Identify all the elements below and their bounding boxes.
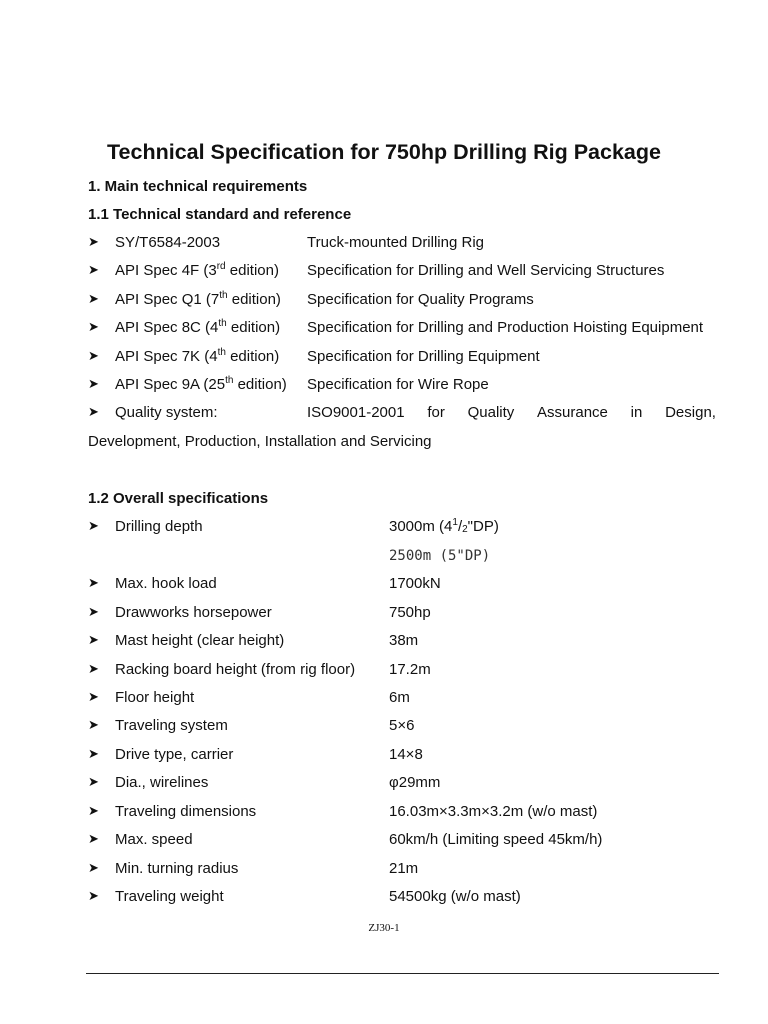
arrow-bullet-icon: ➤: [88, 747, 99, 762]
standard-description: Specification for Wire Rope: [307, 376, 489, 393]
spec-row: [0, 773, 768, 793]
arrow-bullet-icon: ➤: [88, 633, 99, 648]
spec-row: [0, 745, 768, 765]
arrow-bullet-icon: ➤: [88, 377, 99, 392]
spec-label: Max. hook load: [115, 575, 217, 592]
spec-label: Racking board height (from rig floor): [115, 661, 356, 678]
spec-value: 3000m $(4^1/_2"DP)$: [389, 517, 499, 535]
arrow-bullet-icon: ➤: [88, 320, 99, 335]
arrow-bullet-icon: ➤: [88, 775, 99, 790]
spec-value: 5×6: [389, 717, 415, 734]
spec-row-drilling-depth-alt: [0, 546, 768, 566]
spec-row: [0, 660, 768, 680]
standard-code: API Spec Q1 (7th edition): [115, 290, 281, 308]
arrow-bullet-icon: ➤: [88, 576, 99, 591]
arrow-bullet-icon: ➤: [88, 349, 99, 364]
spec-label: Min. turning radius: [115, 860, 239, 877]
arrow-bullet-icon: ➤: [88, 861, 99, 876]
footer-divider: [86, 973, 719, 974]
standard-description: Specification for Drilling and Well Servicing Structures: [307, 262, 665, 279]
standard-item: [0, 290, 768, 310]
spec-row: [0, 688, 768, 708]
quality-system-item: [0, 403, 768, 423]
spec-value: 54500kg (w/o mast): [389, 888, 521, 905]
section-heading-main-requirements: 1. Main technical requirements: [88, 178, 308, 195]
spec-label: Max. speed: [115, 831, 193, 848]
spec-row-drilling-depth: [0, 517, 768, 537]
spec-value: 38m: [389, 632, 419, 649]
standard-description: Specification for Drilling and Production Hoisting Equipment: [307, 319, 704, 336]
spec-value: 16.03m×3.3m×3.2m (w/o mast): [389, 803, 598, 820]
spec-row: [0, 631, 768, 651]
spec-value: 14×8: [389, 746, 423, 763]
standard-description: Specification for Quality Programs: [307, 291, 534, 308]
standard-code: SY/T6584-2003: [115, 234, 221, 251]
quality-system-value: ISO9001-2001 for Quality Assurance in Design,: [307, 404, 716, 421]
standard-item: [0, 347, 768, 367]
spec-row: [0, 830, 768, 850]
spec-label: Drilling depth: [115, 518, 203, 535]
arrow-bullet-icon: ➤: [88, 690, 99, 705]
spec-label: Dia., wirelines: [115, 774, 209, 791]
standard-code: API Spec 7K (4th edition): [115, 347, 280, 365]
page-footer-code: ZJ30-1: [368, 922, 400, 934]
standard-item: [0, 261, 768, 281]
section-heading-overall-specs: 1.2 Overall specifications: [88, 490, 269, 507]
arrow-bullet-icon: ➤: [88, 405, 99, 420]
standard-code: API Spec 4F (3rd edition): [115, 261, 279, 279]
standard-code: API Spec 9A (25th edition): [115, 375, 287, 393]
spec-row: [0, 574, 768, 594]
arrow-bullet-icon: ➤: [88, 889, 99, 904]
standard-description: Specification for Drilling Equipment: [307, 348, 540, 365]
quality-system-label: Quality system:: [115, 404, 218, 421]
standard-item: [0, 318, 768, 338]
spec-row: [0, 802, 768, 822]
spec-label: Traveling system: [115, 717, 228, 734]
spec-value: 60km/h (Limiting speed 45km/h): [389, 831, 603, 848]
spec-label: Traveling weight: [115, 888, 224, 905]
spec-row: [0, 859, 768, 879]
arrow-bullet-icon: ➤: [88, 662, 99, 677]
spec-row: [0, 603, 768, 623]
section-heading-standards: 1.1 Technical standard and reference: [88, 206, 352, 223]
arrow-bullet-icon: ➤: [88, 292, 99, 307]
arrow-bullet-icon: ➤: [88, 804, 99, 819]
arrow-bullet-icon: ➤: [88, 519, 99, 534]
spec-value: 6m: [389, 689, 410, 706]
spec-label: Traveling dimensions: [115, 803, 257, 820]
standard-code: API Spec 8C (4th edition): [115, 318, 281, 336]
spec-value: 21m: [389, 860, 419, 877]
spec-row: [0, 887, 768, 907]
arrow-bullet-icon: ➤: [88, 263, 99, 278]
document-title: Technical Specification for 750hp Drilling Rig Package: [107, 140, 661, 164]
spec-label: Floor height: [115, 689, 195, 706]
standard-item: [0, 375, 768, 395]
standard-item: [0, 233, 768, 253]
arrow-bullet-icon: ➤: [88, 832, 99, 847]
spec-value: 750hp: [389, 604, 431, 621]
spec-value: φ29mm: [389, 774, 441, 791]
spec-value: 1700kN: [389, 575, 441, 592]
standard-description: Truck-mounted Drilling Rig: [307, 234, 484, 251]
spec-label: Drive type, carrier: [115, 746, 234, 763]
arrow-bullet-icon: ➤: [88, 235, 99, 250]
spec-label: Mast height (clear height): [115, 632, 285, 649]
arrow-bullet-icon: ➤: [88, 605, 99, 620]
spec-label: Drawworks horsepower: [115, 604, 272, 621]
spec-value: 2500m (5"DP): [389, 548, 491, 564]
quality-system-continuation: Development, Production, Installation and Servicing: [88, 433, 432, 450]
spec-value: 17.2m: [389, 661, 431, 678]
spec-row: [0, 716, 768, 736]
arrow-bullet-icon: ➤: [88, 718, 99, 733]
